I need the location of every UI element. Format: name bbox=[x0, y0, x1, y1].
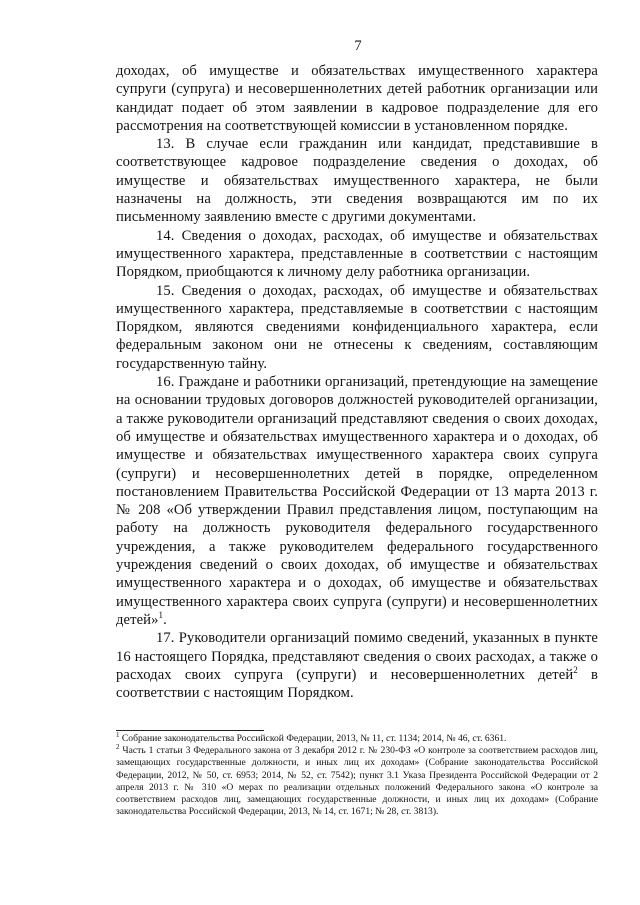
footnotes bbox=[116, 730, 598, 818]
footnote-text: Часть 1 статьи 3 Федерального закона от 3 декабря 2012 г. № 230-ФЗ «О контроле за соответствием расходов лиц, замещающих государственные должности, и иных лиц их доходам» (Собрание законодательства Российской Федерации, 2012, № 50, ст. 6953; 2014, № 52, ст. 7542); пункт 3.1 Указа Президента Российской Федерации от 2 апреля 2013 г. № 310 «О мерах по реализации отдельных положений Федерального закона «О контроле за соответствием расходов лиц, замещающих государственные должности, и иных лиц их доходам» (Собрание законодательства Российской Федерации, 2013, № 14, ст. 1671; № 28, ст. 3813). bbox=[116, 745, 598, 818]
footnote-divider bbox=[116, 730, 264, 731]
paragraph-text: доходах, об имуществе и обязательствах имущественного характера супруги (супруга) и несовершеннолетних детей работник организации или кандидат подает об этом заявлении в кадровое подразделение для его рассмотрения на соответствующей комиссии в установленном порядке. bbox=[116, 63, 598, 134]
paragraph-17 bbox=[116, 629, 598, 702]
paragraph-text: 16. Граждане и работники организаций, претендующие на замещение на основании трудовых договоров должностей руководителей организации, а также руководители организаций представляют сведения о своих доходах, об имуществе и обязательствах имущественного характера и о доходах, об имуществе и обязательствах имущественного характера своих супруга (супруги) и несовершеннолетних детей в порядке, определенном постановлением Правительства Российской Федерации от 13 марта 2013 г. № 208 «Об утверждении Правил представления лицом, поступающим на работу на должность руководителя федерального государственного учреждения, а также руководителем федерального государственного учреждения сведений о своих доходах, об имуществе и обязательствах имущественного характера и о доходах, об имуществе и обязательствах имущественного характера своих супруга (супруги) и несовершеннолетних детей» bbox=[116, 374, 598, 628]
footnote-number: 1 bbox=[116, 730, 120, 739]
paragraph-15 bbox=[116, 282, 598, 373]
body-text bbox=[116, 62, 598, 702]
page-number: 7 bbox=[354, 38, 362, 54]
footnote-number: 2 bbox=[116, 743, 120, 752]
paragraph-text: 17. Руководители организаций помимо сведений, указанных в пункте 16 настоящего Порядка, представляют сведения о своих расходах, а также о расходах своих супруга (супруги) и несовершеннолетних детей bbox=[116, 630, 598, 683]
paragraph-tail: в соответствии с настоящим Порядком. bbox=[116, 666, 598, 702]
footnote-reference: 2 bbox=[573, 664, 578, 675]
paragraph-tail: . bbox=[163, 611, 167, 628]
footnote-text: Собрание законодательства Российской Федерации, 2013, № 11, ст. 1134; 2014, № 46, ст. 6361. bbox=[119, 733, 507, 744]
paragraph-text: 13. В случае если гражданин или кандидат, представившие в соответствующее кадровое подразделение сведения о доходах, об имуществе и обязательствах имущественного характера, не были назначены на должность, эти сведения возвращаются им по их письменному заявлению вместе с другими документами. bbox=[116, 136, 598, 226]
paragraph-text: 15. Сведения о доходах, расходах, об имуществе и обязательствах имущественного характера, представляемые в соответствии с настоящим Порядком, являются сведениями конфиденциального характера, если федеральным законом они не отнесены к сведениям, составляющим государственную тайну. bbox=[116, 282, 598, 372]
paragraph-16 bbox=[116, 373, 598, 629]
footnote-1 bbox=[116, 730, 598, 745]
paragraph-continuation bbox=[116, 62, 598, 135]
paragraph-14 bbox=[116, 227, 598, 282]
footnote-reference: 1 bbox=[158, 610, 164, 621]
paragraph-text: 14. Сведения о доходах, расходах, об имуществе и обязательствах имущественного характера, представленные в соответствии с настоящим Порядком, приобщаются к личному делу работника организации. bbox=[116, 227, 598, 281]
footnote-2 bbox=[116, 745, 598, 818]
paragraph-13 bbox=[116, 135, 598, 226]
